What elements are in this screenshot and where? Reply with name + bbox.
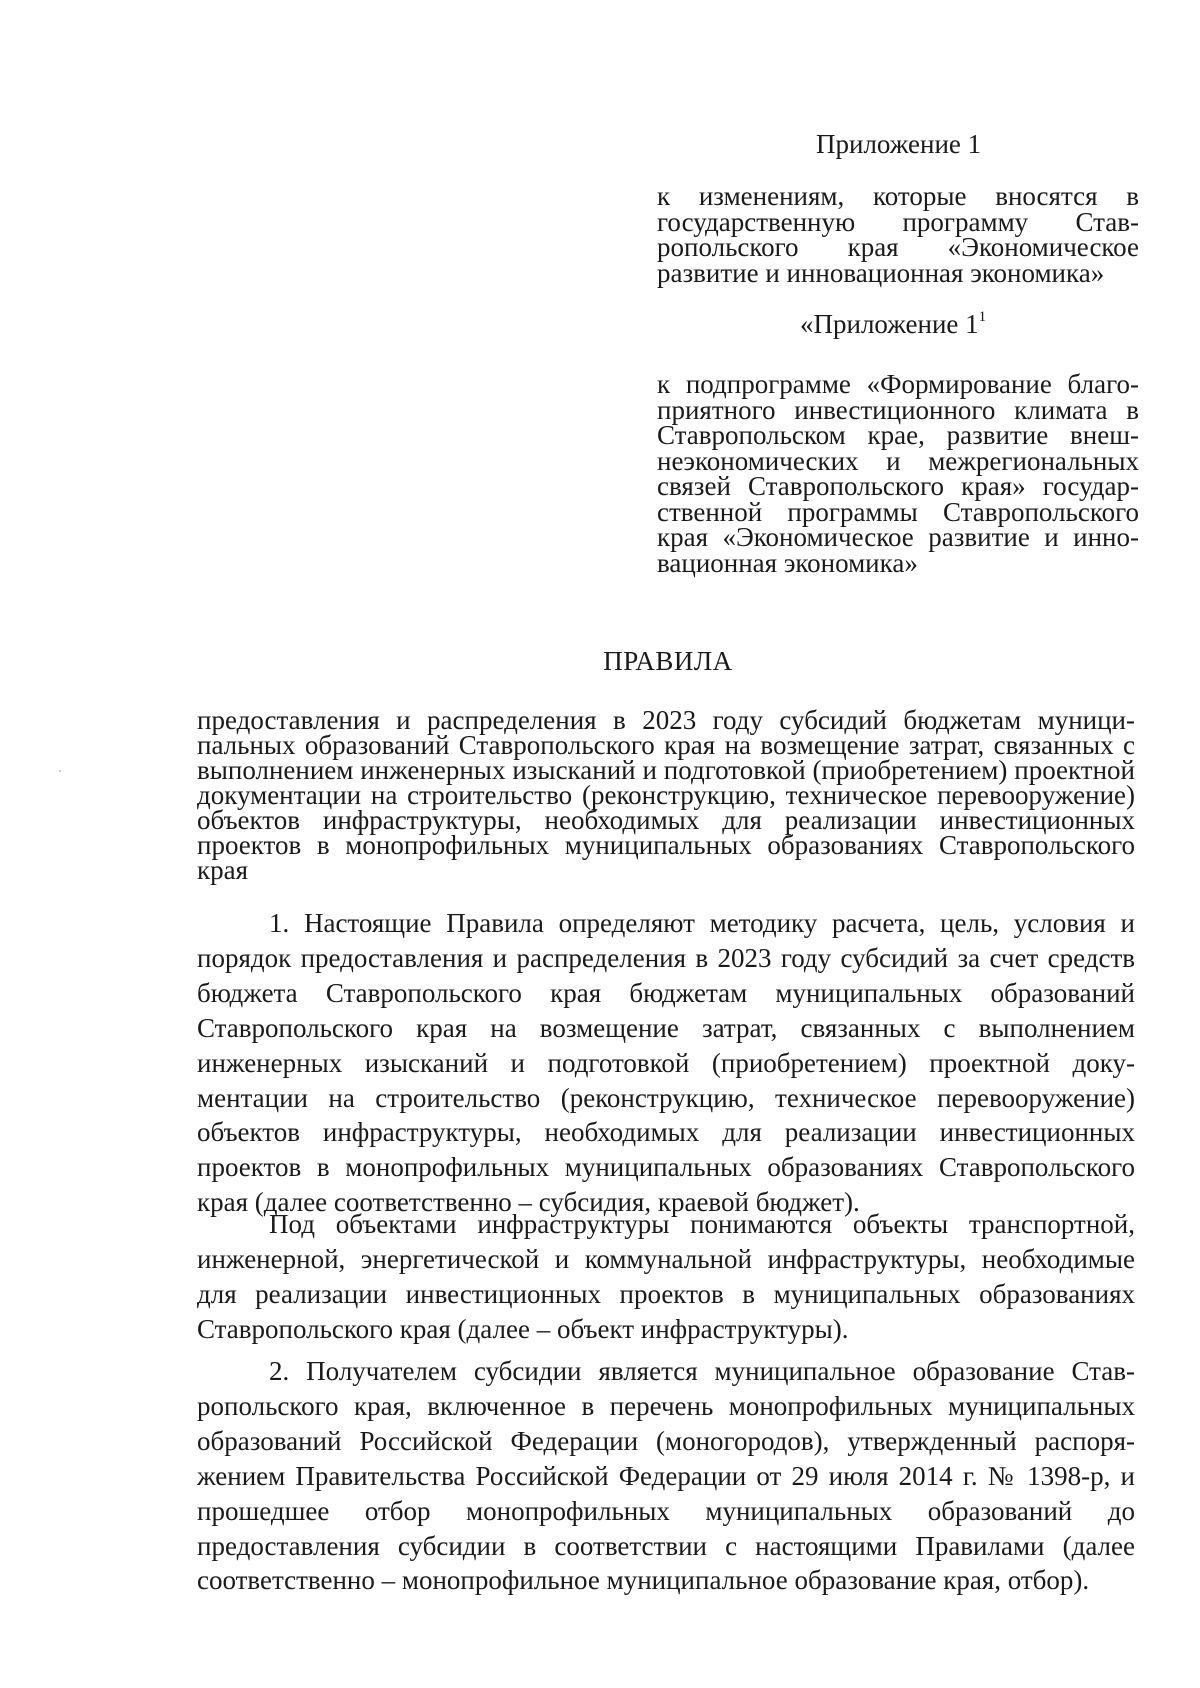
paragraph-3: 2. Получателем субсидии является муниципальное образование Ставропольского края, включенное в перечень монопрофильных муниципальных образований Российской Федерации (моногородов), утвержденный распоряжением Правительства Российской Федерации от 29 июля 2014 г. № 1398-р, и прошедшее отбор монопрофильных муниципальных образований до предоставления субсидии в соответствии с настоящими Правилами (далее соответственно – монопрофильное муниципальное образование края, отбор). (197, 1356, 1135, 1596)
appendix-label-superscript: 1 (978, 309, 987, 325)
appendix-label: Приложение 1 (816, 129, 982, 159)
paragraph-1: 1. Настоящие Правила определяют методику расчета, цель, условия и порядок предоставления и распределения в 2023 году субсидий за счет средств бюджета Ставропольского края бюджетам муниципальных образований Ставропольского края на возмещение затрат, связанных с выполнением инженерных изысканий и подготовкой (приобретением) проектной документации на строительство (реконструкцию, техническое перевооружение) объектов инфраструктуры, необходимых для реализации инвестиционных проектов в монопрофильных муниципальных образованиях Ставропольского края (далее соответственно – субсидия, краевой бюджет). (197, 908, 1135, 1218)
document-subtitle: предоставления и распределения в 2023 году субсидий бюджетам муниципальных образований Ставропольского края на возмещение затрат, связанных с выполнением инженерных изысканий и подготовкой (приобретением) проектной документации на строительство (реконструкцию, техническое перевооружение) объектов инфраструктуры, необходимых для реализации инвестиционных проектов в монопрофильных муниципальных образованиях Ставропольского края (197, 705, 1135, 885)
appendix-reference-subprogram: к подпрограмме «Формирование благоприятного инвестиционного климата в Ставропольском крае, развитие внешнеэкономических и межрегиональных связей Ставропольского края» государственной программы Ставропольского края «Экономическое развитие и инновационная экономика» (657, 369, 1139, 578)
appendix-reference-changes: к изменениям, которые вносятся в государственную программу Ставропольского края «Экономическое развитие и инновационная экономика» (657, 181, 1139, 288)
paragraph-2: Под объектами инфраструктуры понимаются объекты транспортной, инженерной, энергетической и коммунальной инфраструктуры, необходимые для реализации инвестиционных проектов в муниципальных образованиях Ставропольского края (далее – объект инфраструктуры). (197, 1209, 1135, 1344)
appendix-label-subprogram-text: «Приложение 1 (800, 309, 979, 339)
document-title: ПРАВИЛА (603, 646, 733, 676)
scan-artifact-dot (59, 770, 61, 772)
appendix-label-subprogram (800, 308, 986, 340)
